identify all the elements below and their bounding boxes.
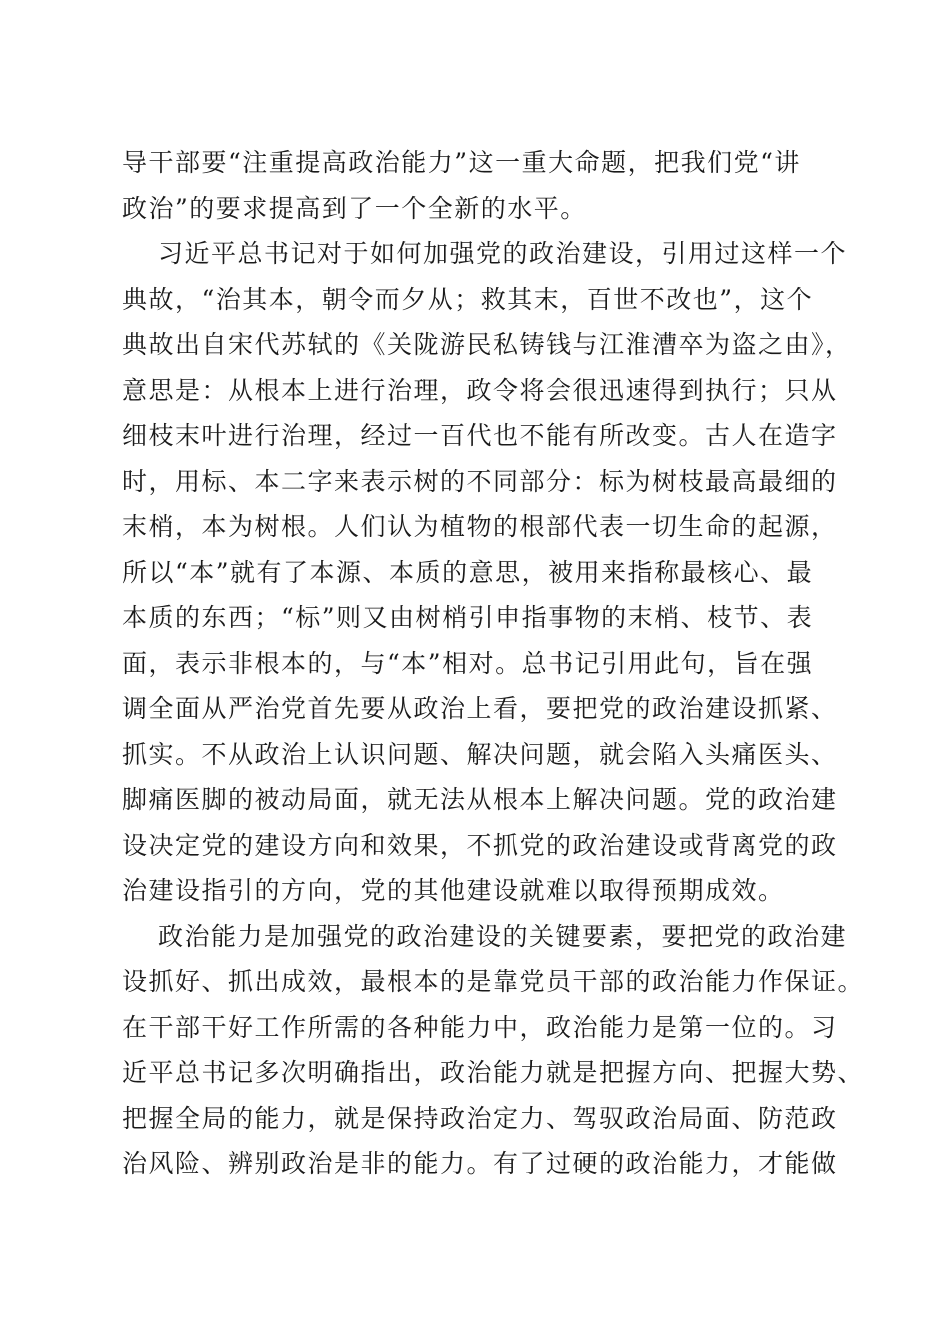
- text-line: 末梢，本为树根。人们认为植物的根部代表一切生命的起源，: [122, 512, 838, 541]
- text-line: 典故出自宋代苏轼的《关陇游民私铸钱与江淮漕卒为盗之由》，: [122, 330, 852, 359]
- text-line: 政治”的要求提高到了一个全新的水平。: [122, 193, 587, 223]
- text-line: 在干部干好工作所需的各种能力中，政治能力是第一位的。习: [122, 1012, 838, 1042]
- text-line: 导干部要“注重提高政治能力”这一重大命题，把我们党“讲: [122, 148, 801, 177]
- text-line: 治建设指引的方向，党的其他建设就难以取得预期成效。: [122, 876, 785, 905]
- paragraph-start-line: 习近平总书记对于如何加强党的政治建设，引用过这样一个: [158, 239, 848, 268]
- text-line: 调全面从严治党首先要从政治上看，要把党的政治建设抓紧、: [122, 694, 838, 723]
- text-line: 把握全局的能力，就是保持政治定力、驾驭政治局面、防范政: [122, 1103, 838, 1133]
- body-text: [122, 140, 865, 1187]
- text-line: 设抓好、抓出成效，最根本的是靠党员干部的政治能力作保证。: [122, 967, 865, 996]
- text-line: 本质的东西；“标”则又由树梢引申指事物的末梢、枝节、表: [122, 603, 814, 632]
- text-line: 意思是：从根本上进行治理，政令将会很迅速得到执行；只从: [122, 375, 838, 405]
- text-line: 治风险、辨别政治是非的能力。有了过硬的政治能力，才能做: [122, 1149, 838, 1178]
- text-line: 细枝末叶进行治理，经过一百代也不能有所改变。古人在造字: [122, 421, 838, 450]
- text-line: 抓实。不从政治上认识问题、解决问题，就会陷入头痛医头、: [122, 739, 838, 769]
- text-line: 脚痛医脚的被动局面，就无法从根本上解决问题。党的政治建: [122, 785, 838, 814]
- text-line: 时，用标、本二字来表示树的不同部分：标为树枝最高最细的: [122, 466, 838, 496]
- text-line: 近平总书记多次明确指出，政治能力就是把握方向、把握大势、: [122, 1058, 865, 1087]
- text-line: 面，表示非根本的，与“本”相对。总书记引用此句，旨在强: [122, 648, 814, 678]
- paragraph-start-line: 政治能力是加强党的政治建设的关键要素，要把党的政治建: [158, 921, 848, 951]
- text-line: 典故，“治其本，朝令而夕从；救其末，百世不改也”，这个: [122, 284, 814, 314]
- text-line: 所以“本”就有了本源、本质的意思，被用来指称最核心、最: [122, 557, 814, 587]
- text-line: 设决定党的建设方向和效果，不抓党的政治建设或背离党的政: [122, 830, 838, 860]
